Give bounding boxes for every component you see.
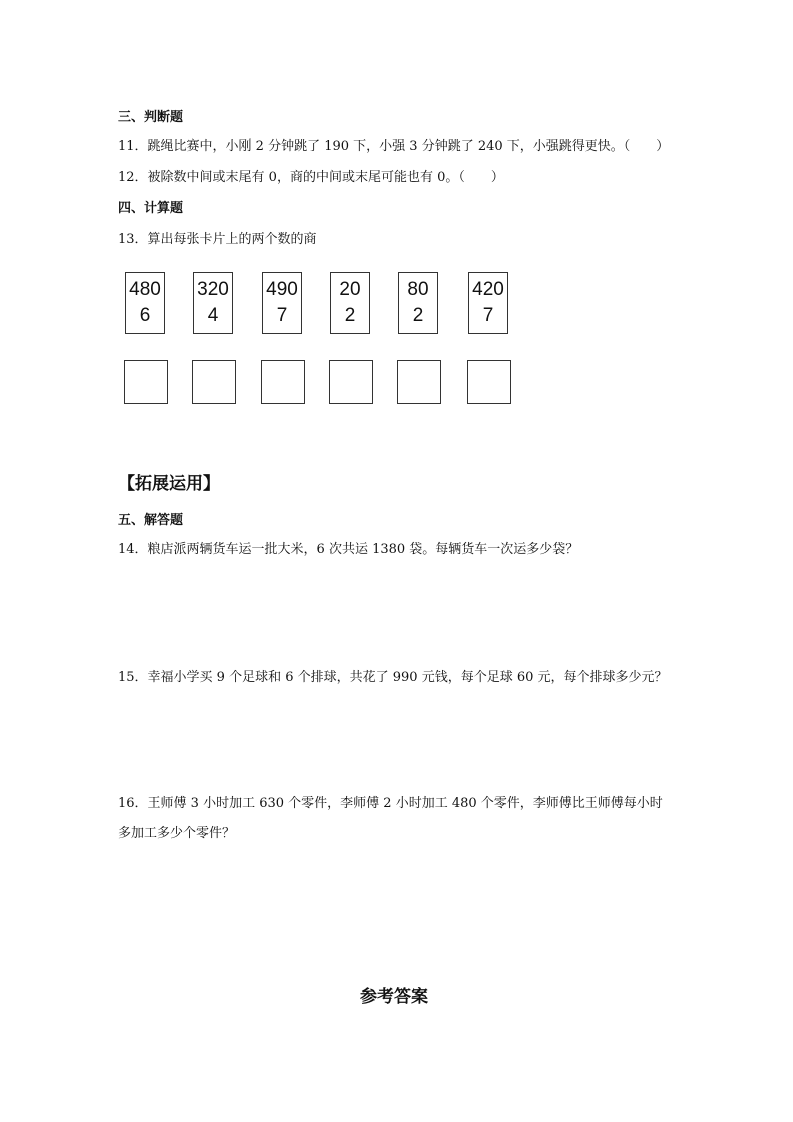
answer-box[interactable] xyxy=(397,360,441,404)
division-card xyxy=(468,272,508,334)
division-card xyxy=(330,272,370,334)
card-dividend: 80 xyxy=(407,279,429,300)
answer-box[interactable] xyxy=(261,360,305,404)
card-divisor: 2 xyxy=(344,305,356,326)
card-dividend: 320 xyxy=(197,279,229,300)
section-calc-heading: 四、计算题 xyxy=(118,201,184,216)
question-13: 13．算出每张卡片上的两个数的商 xyxy=(118,232,317,247)
card-dividend: 490 xyxy=(266,279,298,300)
card-divisor: 4 xyxy=(207,305,219,326)
answer-box[interactable] xyxy=(329,360,373,404)
question-16-line-2: 多加工多少个零件？ xyxy=(118,826,236,841)
answer-box[interactable] xyxy=(192,360,236,404)
division-card xyxy=(398,272,438,334)
card-divisor: 6 xyxy=(139,305,151,326)
extend-heading: 【拓展运用】 xyxy=(118,474,220,494)
division-card xyxy=(125,272,165,334)
division-card xyxy=(193,272,233,334)
card-divisor: 7 xyxy=(276,305,288,326)
card-dividend: 420 xyxy=(472,279,504,300)
division-card xyxy=(262,272,302,334)
question-12: 12．被除数中间或末尾有 0，商的中间或末尾可能也有 0。（ ） xyxy=(118,170,504,185)
section-solve-heading: 五、解答题 xyxy=(118,513,184,528)
card-dividend: 480 xyxy=(129,279,161,300)
section-judge-heading: 三、判断题 xyxy=(118,110,184,125)
card-divisor: 7 xyxy=(482,305,494,326)
question-16-line-1: 16．王师傅 3 小时加工 630 个零件，李师傅 2 小时加工 480 个零件，李师傅比王师傅每小时 xyxy=(118,796,663,811)
answer-box[interactable] xyxy=(467,360,511,404)
card-dividend: 20 xyxy=(339,279,361,300)
answers-heading: 参考答案 xyxy=(360,987,428,1007)
question-11: 11．跳绳比赛中，小刚 2 分钟跳了 190 下，小强 3 分钟跳了 240 下，小强跳得更快。（ ） xyxy=(118,139,670,154)
answer-box[interactable] xyxy=(124,360,168,404)
card-divisor: 2 xyxy=(412,305,424,326)
question-15: 15．幸福小学买 9 个足球和 6 个排球，共花了 990 元钱，每个足球 60 元，每个排球多少元？ xyxy=(118,670,668,685)
question-14: 14．粮店派两辆货车运一批大米，6 次共运 1380 袋。每辆货车一次运多少袋？ xyxy=(118,542,579,557)
